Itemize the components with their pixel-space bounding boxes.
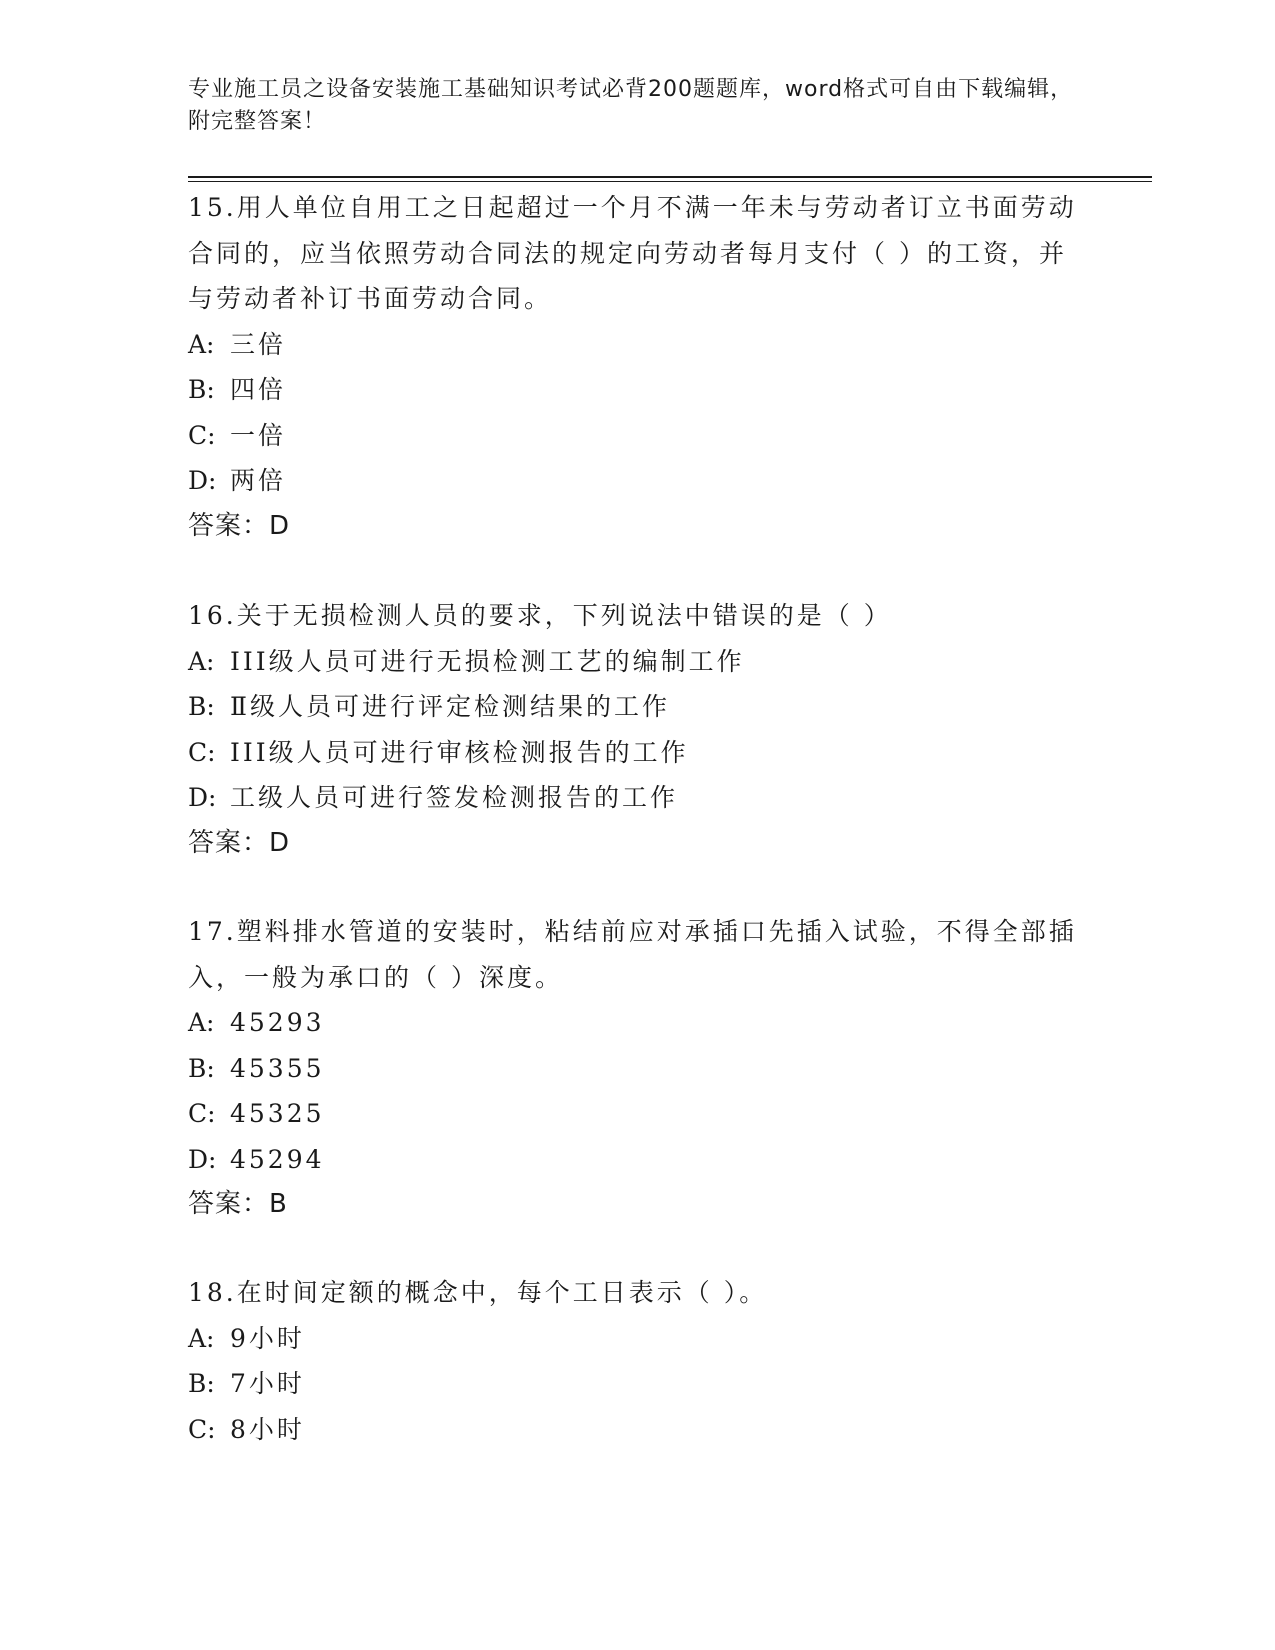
option-letter: A: (188, 1008, 215, 1037)
question-stem: 17.塑料排水管道的安装时，粘结前应对承插口先插入试验，不得全部插入，一般为承口的（ ）深度。 (188, 917, 1077, 992)
option-b (188, 1361, 1088, 1407)
question-stem: 18.在时间定额的概念中，每个工日表示（ ）。 (188, 1278, 768, 1307)
option-b (188, 684, 1088, 730)
answer: 答案：D (188, 510, 291, 541)
option-text: Ⅱ级人员可进行评定检测结果的工作 (230, 692, 670, 721)
option-text: 7小时 (230, 1369, 305, 1398)
option-letter: B: (188, 375, 215, 404)
option-letter: A: (188, 329, 215, 359)
option-letter: D: (188, 466, 217, 495)
option-b (188, 1046, 1088, 1092)
option-a (188, 639, 1088, 685)
option-a (188, 322, 1088, 368)
option-letter: D: (188, 1144, 217, 1174)
option-text: 45294 (230, 1144, 325, 1174)
option-text: 8小时 (230, 1414, 305, 1444)
option-text: 三倍 (230, 329, 287, 359)
question-16 (188, 593, 1088, 866)
option-text: III级人员可进行无损检测工艺的编制工作 (230, 646, 745, 676)
document-header: 专业施工员之设备安装施工基础知识考试必背200题题库，word格式可自由下载编辑，附完整答案！ (188, 77, 1074, 134)
answer: 答案：B (188, 1189, 288, 1219)
option-letter: B: (188, 692, 215, 721)
option-letter: C: (188, 737, 216, 767)
option-d (188, 775, 1088, 821)
question-17 (188, 909, 1088, 1228)
option-c (188, 1407, 1088, 1453)
option-a (188, 1000, 1088, 1046)
option-text: 45355 (230, 1053, 325, 1083)
header-divider-thick (188, 176, 1152, 178)
option-text: 工级人员可进行签发检测报告的工作 (230, 783, 679, 812)
option-c (188, 1091, 1088, 1137)
option-letter: B: (188, 1369, 215, 1398)
option-letter: B: (188, 1053, 215, 1083)
header-divider-thin (188, 181, 1152, 182)
option-text: 两倍 (230, 466, 287, 495)
question-18 (188, 1270, 1088, 1452)
option-text: 一倍 (230, 420, 287, 450)
option-letter: A: (188, 1323, 215, 1353)
answer: 答案：D (188, 827, 291, 858)
option-a (188, 1316, 1088, 1362)
question-stem: 15.用人单位自用工之日起超过一个月不满一年未与劳动者订立书面劳动合同的，应当依照劳动合同法的规定向劳动者每月支付（ ）的工资，并与劳动者补订书面劳动合同。 (188, 193, 1077, 313)
option-text: III级人员可进行审核检测报告的工作 (230, 737, 689, 767)
option-text: 9小时 (230, 1323, 305, 1353)
question-stem: 16.关于无损检测人员的要求，下列说法中错误的是（ ） (188, 601, 892, 630)
question-15 (188, 185, 1088, 549)
option-letter: A: (188, 646, 215, 676)
option-letter: C: (188, 1414, 216, 1444)
option-c (188, 730, 1088, 776)
option-text: 四倍 (230, 375, 287, 404)
option-text: 45293 (230, 1008, 325, 1037)
option-letter: C: (188, 420, 216, 450)
option-letter: C: (188, 1099, 216, 1128)
option-c (188, 413, 1088, 459)
option-letter: D: (188, 783, 217, 812)
option-text: 45325 (230, 1099, 325, 1128)
option-b (188, 367, 1088, 413)
option-d (188, 458, 1088, 504)
option-d (188, 1137, 1088, 1183)
